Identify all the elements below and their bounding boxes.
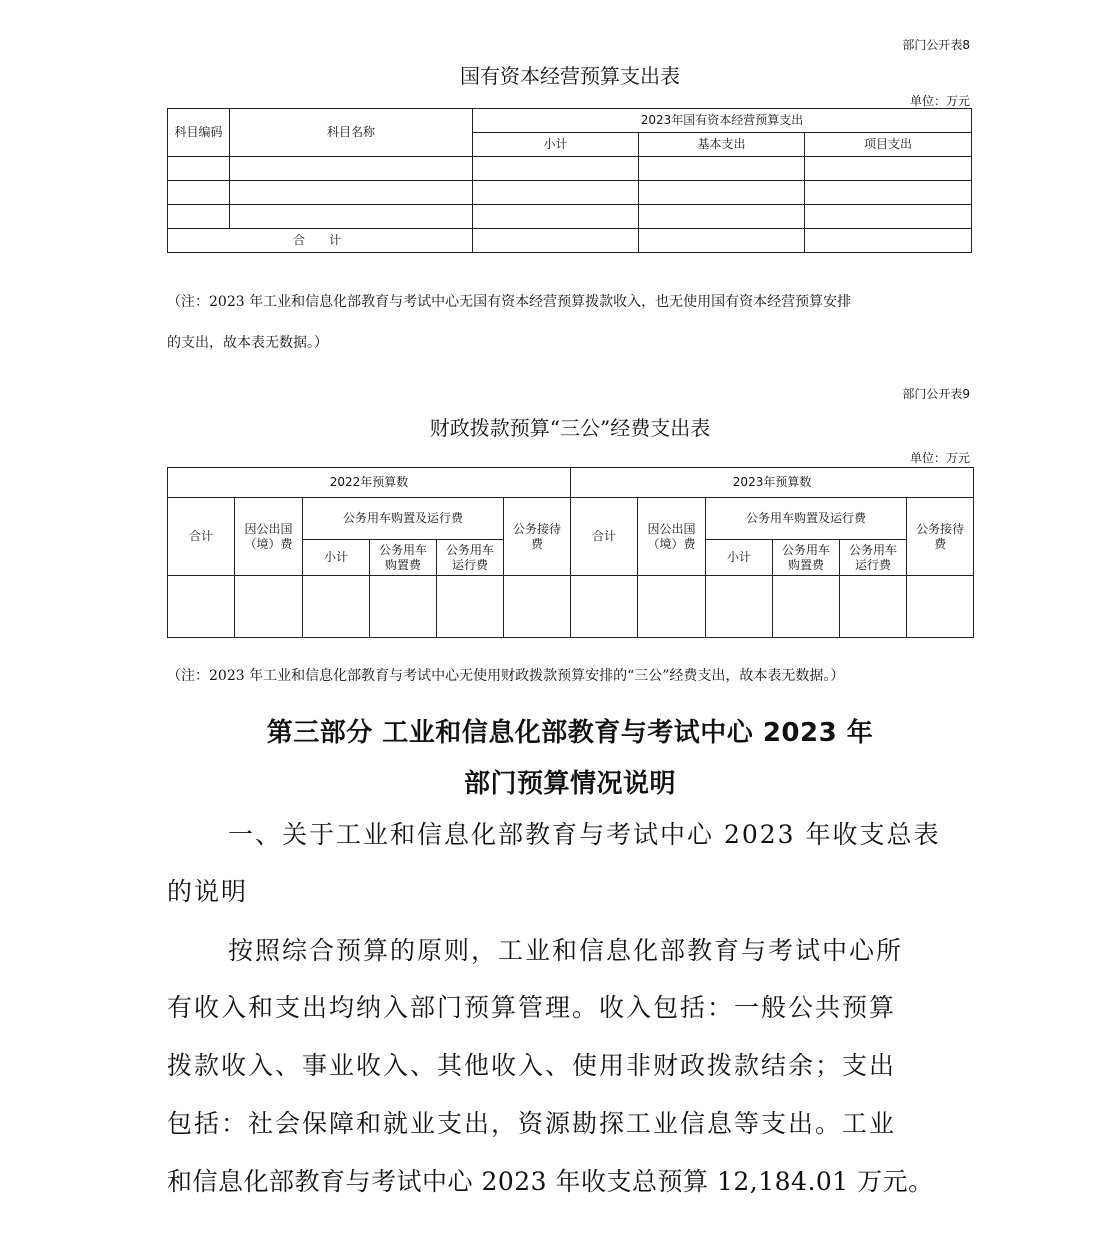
header-group-2023: 2023年国有资本经营预算支出 [473, 109, 972, 133]
paragraph-line: 按照综合预算的原则，工业和信息化部教育与考试中心所 [228, 936, 904, 965]
table8 [167, 108, 972, 253]
paragraph-line: 有收入和支出均纳入部门预算管理。收入包括：一般公共预算 [167, 993, 897, 1022]
table-row [168, 205, 972, 229]
table9-unit: 单位：万元 [909, 451, 970, 465]
header-code: 科目编码 [168, 109, 230, 157]
table8-note-line2: 的支出，故本表无数据。） [167, 335, 328, 351]
header-vehicle-2022: 公务用车购置及运行费 [303, 498, 504, 540]
paragraph-line: 和信息化部教育与考试中心 2023 年收支总预算 12,184.01 万元。 [167, 1167, 934, 1196]
table8-note-line1: （注：2023 年工业和信息化部教育与考试中心无国有资本经营预算拨款收入，也无使用国有资本经营预算安排 [167, 294, 852, 310]
header-abroad-2022: 因公出国（境）费 [235, 498, 303, 576]
header-subtotal-2022: 小计 [303, 540, 370, 576]
table9 [167, 467, 974, 638]
table-row [168, 576, 974, 638]
section1-heading-line1: 一、关于工业和信息化部教育与考试中心 2023 年收支总表 [228, 820, 941, 849]
table-row [168, 157, 972, 181]
header-abroad-2023: 因公出国（境）费 [638, 498, 706, 576]
header-name: 科目名称 [230, 109, 473, 157]
section1-heading-line2: 的说明 [167, 877, 249, 906]
table8-label: 部门公开表8 [902, 38, 970, 52]
paragraph-line: 拨款收入、事业收入、其他收入、使用非财政拨款结余；支出 [167, 1051, 897, 1080]
header-basic: 基本支出 [639, 133, 805, 157]
header-operation-2022: 公务用车运行费 [437, 540, 504, 576]
paragraph-line: 包括：社会保障和就业支出，资源勘探工业信息等支出。工业 [167, 1109, 897, 1138]
part3-heading-line2: 部门预算情况说明 [463, 769, 676, 799]
total-label: 合 计 [168, 229, 473, 253]
header-total-2023: 合计 [571, 498, 638, 576]
table9-title: 财政拨款预算“三公”经费支出表 [429, 416, 711, 440]
table8-unit: 单位：万元 [909, 94, 970, 108]
header-purchase-2022: 公务用车购置费 [370, 540, 437, 576]
table9-note: （注：2023 年工业和信息化部教育与考试中心无使用财政拨款预算安排的“三公”经费支出，故本表无数据。） [167, 668, 845, 684]
header-operation-2023: 公务用车运行费 [840, 540, 907, 576]
group-2022: 2022年预算数 [168, 468, 571, 498]
table9-label: 部门公开表9 [902, 387, 970, 401]
header-subtotal: 小计 [473, 133, 639, 157]
header-vehicle-2023: 公务用车购置及运行费 [706, 498, 907, 540]
table8-title: 国有资本经营预算支出表 [460, 64, 680, 88]
header-purchase-2023: 公务用车购置费 [773, 540, 840, 576]
header-reception-2023: 公务接待费 [907, 498, 974, 576]
part3-heading-line1: 第三部分 工业和信息化部教育与考试中心 2023 年 [266, 718, 874, 748]
group-2023: 2023年预算数 [571, 468, 974, 498]
header-subtotal-2023: 小计 [706, 540, 773, 576]
header-reception-2022: 公务接待费 [504, 498, 571, 576]
table-row [168, 181, 972, 205]
header-total-2022: 合计 [168, 498, 235, 576]
header-project: 项目支出 [805, 133, 972, 157]
